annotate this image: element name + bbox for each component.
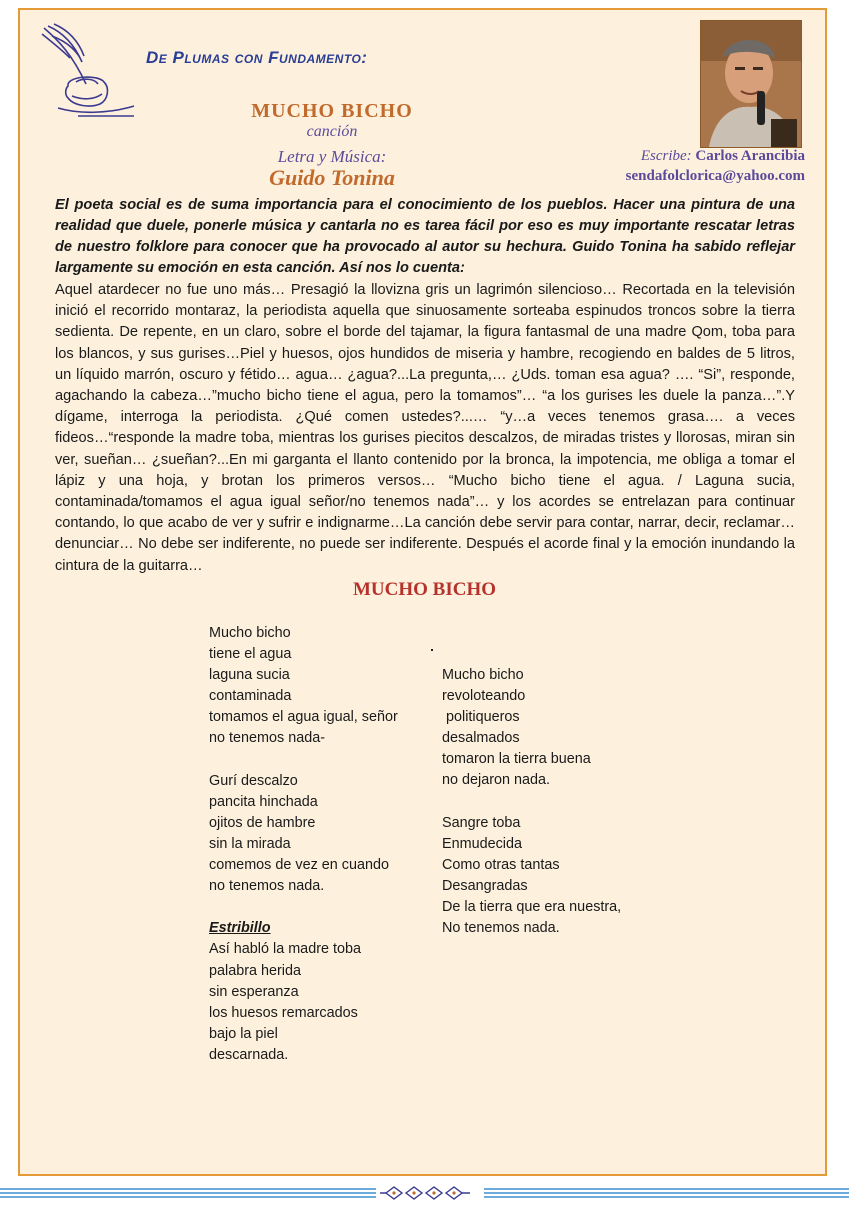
song-title: MUCHO BICHO [251,100,413,122]
intro-paragraph: El poeta social es de suma importancia para el conocimiento de los pueblos. Hacer una pintura de una realidad que duele, ponerle música y cantarla no es tarea fácil por eso es muy importante rescatar letras de nuestro folklore para conocer que ha provocado al autor su hechura. Guido Tonina ha sabido reflejar largamente su emoción en esta canción. Así nos lo cuenta: [55,197,795,276]
story-paragraph: Aquel atardecer no fue uno más… Presagió la llovizna gris un lagrimón silencioso… Recortada en la televisión inició el recorrido montaraz, la periodista aquella que sinuosamente sorteaba espinudos troncos sobre la tierra sedienta. De repente, en un claro, sobre el borde del tajamar, la figura fantasmal de una madre Qom, toba para los blancos, y sus gurises…Piel y huesos, ojos hundidos de miseria y hambre, recogiendo en baldes de 5 litros, un líquido marrón, oscuro y fétido… agua… ¿agua?...La pregunta,… ¿Uds. toman esa agua? …. “Si”, responde, agachando la cabeza…”mucho bicho tiene el agua, pero la tomamos”… “a los gurises les duele la panza…”.Y dígame, interroga la periodista. ¿Qué comen ustedes?...… “y…a veces tenemos grasa…. a veces fideos…“responde la madre toba, mientras los gurises piecitos descalzos, de miradas tristes y llorosas, miran sin ver, sueñan… ¿sueñan?...En mi garganta el llanto contenido por la bronca, la impotencia, me obliga a tomar el lápiz y una hoja, y brotan los primeros versos… “Mucho bicho tiene el agua. / Laguna sucia, contaminada/tomamos el agua igual señor/no tenemos nada”… y los acordes se entrelazan para continuar contando, lo que acabo de ver y sufrir e indignarme…La canción debe servir para contar, narrar, decir, reclamar…denunciar… No debe ser indiferente, no puede ser indiferente. Después el acorde final y la emoción inundando la cintura de la guitarra… [55,282,795,574]
chorus-line: los huesos remarcados [209,1004,358,1021]
lyrics-right-column [442,665,621,939]
lyric-line: Desangradas [442,877,528,894]
stray-dot [431,649,433,651]
chorus-line: Así habló la madre toba [209,941,361,958]
footer-decoration [0,1186,849,1200]
song-genre: canción [306,123,358,140]
lyric-line: desalmados [442,730,520,747]
lyric-line: Sangre toba [442,814,521,831]
lyric-line: tomaron la tierra buena [442,751,591,768]
lyric-line: Mucho bicho [442,667,524,683]
lyric-line [209,897,398,918]
lyric-line: politiqueros [442,709,520,726]
lyric-line [442,792,621,813]
chorus-line: descarnada. [209,1046,289,1063]
lyric-line: revoloteando [442,688,526,705]
lyric-line: no dejaron nada. [442,772,551,789]
lyric-line: pancita hinchada [209,793,318,810]
chorus-line: sin esperanza [209,983,299,1000]
lyric-line: tiene el agua [209,646,292,663]
lyric-line [209,750,398,771]
lyric-line: laguna sucia [209,667,290,684]
song-author: Guido Tonina [269,165,395,190]
writer-name: Carlos Arancibia [695,148,805,164]
lyric-line: De la tierra que era nuestra, [442,899,622,916]
author-photo [700,20,802,148]
lyric-line: comemos de vez en cuando [209,857,389,874]
lyrics-title: MUCHO BICHO [352,579,497,600]
lyric-line: Como otras tantas [442,856,560,873]
writer-label: Escribe: [640,148,692,164]
lyric-line: sin la mirada [209,835,291,852]
lyric-line: no tenemos nada. [209,878,325,895]
writer-credit [641,148,805,165]
chorus-line: bajo la piel [209,1025,278,1042]
chorus-line: palabra herida [209,962,302,979]
section-title: De Plumas con Fundamento: [146,48,368,67]
lyric-line: Gurí descalzo [209,772,298,789]
writer-email: sendafolclorica@yahoo.com [625,168,805,184]
lyric-line: no tenemos nada- [209,730,326,747]
chorus-label: Estribillo [209,920,271,937]
lyric-line: contaminada [209,688,292,705]
lyric-line: No tenemos nada. [442,920,560,937]
lyric-line: ojitos de hambre [209,814,316,831]
lyrics-left-column [209,623,398,1066]
lyric-line: tomamos el agua igual, señor [209,709,398,726]
lyric-line: Mucho bicho [209,625,291,641]
credit-label: Letra y Música: [277,147,387,166]
lyric-line: Enmudecida [442,835,522,852]
